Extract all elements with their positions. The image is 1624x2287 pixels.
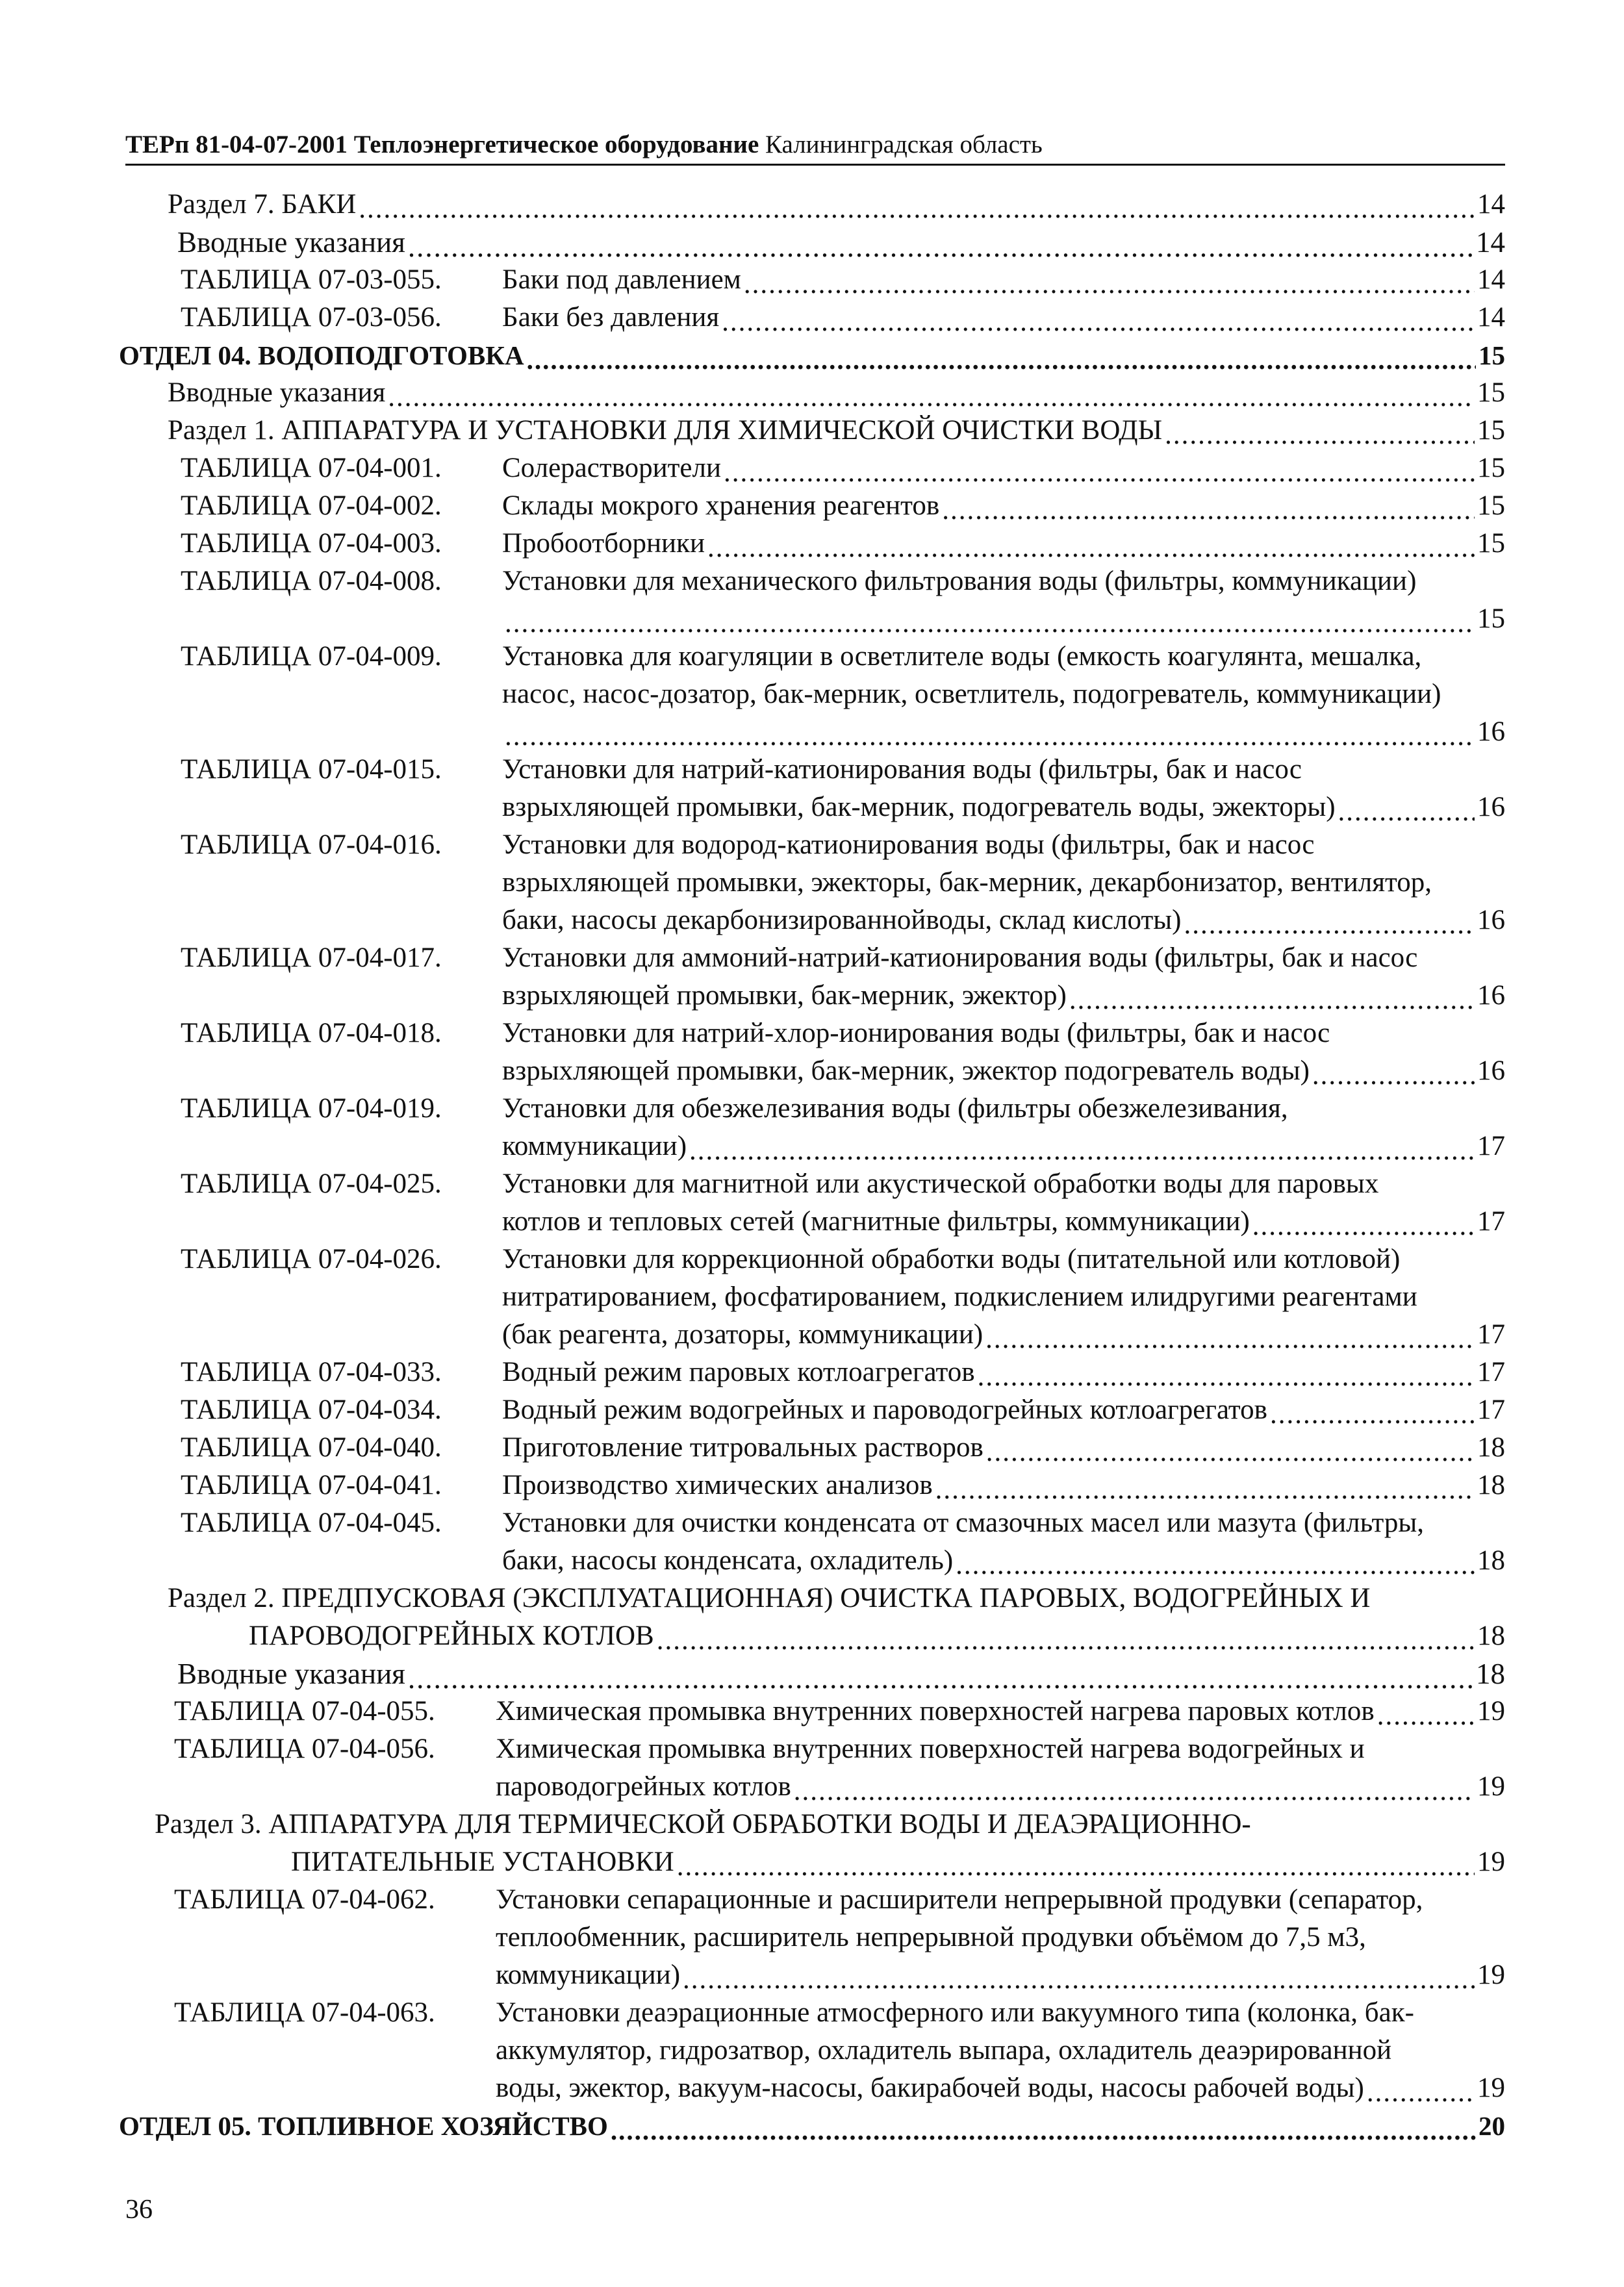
toc-page-number: 18: [1476, 1658, 1505, 1690]
dot-leader: [722, 299, 1475, 336]
toc-entry-title: Установки для механического фильтрования воды (фильтры, коммуникации): [502, 566, 1417, 596]
toc-entry[interactable]: [119, 449, 1505, 487]
toc-entry[interactable]: [119, 939, 1505, 1015]
toc-entry-title: теплообменник, расширитель непрерывной продувки объёмом до 7,5 м3,: [496, 1922, 1366, 1952]
toc-page-number: 18: [1477, 1470, 1505, 1500]
toc-entry-title: воды, эжектор, вакуум-насосы, бакирабочей воды, насосы рабочей воды): [496, 2073, 1364, 2103]
toc-entry-title: ОТДЕЛ 04. ВОДОПОДГОТОВКА: [119, 340, 524, 370]
toc-entry[interactable]: [119, 1730, 1505, 1806]
toc-entry-title: Раздел 1. АППАРАТУРА И УСТАНОВКИ ДЛЯ ХИМИЧЕСКОЙ ОЧИСТКИ ВОДЫ: [168, 415, 1163, 446]
toc-page-number: 16: [1477, 980, 1505, 1011]
toc-entry-title: взрыхляющей промывки, бак-мерник, эжектор): [502, 980, 1067, 1011]
dot-leader: [408, 1655, 1473, 1693]
toc-page-number: 15: [1477, 603, 1505, 634]
toc-table-code: ТАБЛИЦА 07-04-040.: [181, 1432, 442, 1463]
toc-entry[interactable]: [119, 751, 1505, 826]
toc-entry[interactable]: [119, 2107, 1505, 2145]
toc-entry[interactable]: [119, 374, 1505, 412]
toc-page-number: 16: [1477, 792, 1505, 822]
toc-entry-title: Приготовление титровальных растворов: [502, 1432, 983, 1463]
toc-entry[interactable]: [119, 826, 1505, 939]
toc-table-code: ТАБЛИЦА 07-04-041.: [181, 1470, 442, 1500]
toc-page-number: 18: [1477, 1621, 1505, 1651]
toc-table-code: ТАБЛИЦА 07-04-009.: [181, 641, 442, 672]
toc-entry-title: Баки под давлением: [502, 264, 741, 295]
toc-table-code: ТАБЛИЦА 07-03-055.: [181, 264, 442, 295]
toc-table-code: ТАБЛИЦА 07-04-019.: [181, 1093, 442, 1124]
toc-entry-title: взрыхляющей промывки, бак-мерник, эжектор подогреватель воды): [502, 1055, 1310, 1086]
toc-page-number: 17: [1477, 1319, 1505, 1350]
toc-page-number: 19: [1477, 1771, 1505, 1802]
toc-entry[interactable]: [119, 1429, 1505, 1467]
dot-leader: [956, 1542, 1475, 1580]
toc-table-code: ТАБЛИЦА 07-04-062.: [174, 1884, 435, 1915]
toc-entry-title: Установки для натрий-катионирования воды (фильтры, бак и насос: [502, 754, 1302, 785]
toc-entry-title: Производство химических анализов: [502, 1470, 933, 1500]
toc-entry[interactable]: [119, 1241, 1505, 1354]
toc-entry-title: ПИТАТЕЛЬНЫЕ УСТАНОВКИ: [291, 1847, 674, 1877]
toc-entry-title: Установка для коагуляции в осветлителе воды (емкость коагулянта, мешалка,: [502, 641, 1422, 672]
toc-entry-title: Раздел 7. БАКИ: [168, 189, 357, 220]
toc-table-code: ТАБЛИЦА 07-04-055.: [174, 1696, 435, 1726]
toc-entry-title: Установки для коррекционной обработки воды (питательной или котловой): [502, 1244, 1401, 1274]
toc-entry-title: Установки для очистки конденсата от смазочных масел или мазута (фильтры,: [502, 1508, 1424, 1538]
toc-entry[interactable]: [119, 1806, 1505, 1881]
dot-leader: [1338, 789, 1475, 826]
toc-entry-title: баки, насосы конденсата, охладитель): [502, 1545, 954, 1576]
toc-table-code: ТАБЛИЦА 07-04-033.: [181, 1357, 442, 1387]
toc-table-code: ТАБЛИЦА 07-04-045.: [181, 1508, 442, 1538]
dot-leader: [935, 1467, 1475, 1504]
toc-table-code: ТАБЛИЦА 07-03-056.: [181, 302, 442, 333]
toc-entry[interactable]: [119, 1090, 1505, 1165]
dot-leader: [986, 1429, 1475, 1467]
dot-leader: [527, 336, 1476, 374]
header-document-code: ТЕРп 81-04-07-2001 Теплоэнергетическое оборудование: [125, 131, 759, 158]
dot-leader: [942, 487, 1475, 525]
dot-leader: [505, 713, 1475, 751]
dot-leader: [978, 1354, 1475, 1391]
dot-leader: [1165, 412, 1475, 449]
header-region: Калининградская область: [759, 131, 1043, 158]
toc-entry-title: котлов и тепловых сетей (магнитные фильтры, коммуникации): [502, 1206, 1250, 1237]
toc-table-code: ТАБЛИЦА 07-04-016.: [181, 829, 442, 860]
toc-entry[interactable]: [119, 412, 1505, 449]
dot-leader: [985, 1316, 1475, 1354]
toc-entry-title: нитратированием, фосфатированием, подкислением илидругими реагентами: [502, 1282, 1417, 1312]
toc-table-code: ТАБЛИЦА 07-04-001.: [181, 453, 442, 483]
toc-entry-title: коммуникации): [502, 1131, 687, 1161]
toc-page-number: 16: [1477, 905, 1505, 935]
dot-leader: [689, 1128, 1475, 1165]
toc-table-code: ТАБЛИЦА 07-04-002.: [181, 490, 442, 521]
toc-entry-title: Установки для аммоний-натрий-катионирования воды (фильтры, бак и насос: [502, 942, 1418, 973]
toc-entry[interactable]: [119, 1165, 1505, 1241]
toc-page-number: 16: [1477, 716, 1505, 747]
dot-leader: [707, 525, 1475, 562]
toc-entry[interactable]: [119, 299, 1505, 336]
toc-entry-title: Пробоотборники: [502, 528, 705, 559]
toc-table-code: ТАБЛИЦА 07-04-015.: [181, 754, 442, 785]
toc-entry[interactable]: [119, 223, 1505, 261]
toc-entry-title: насос, насос-дозатор, бак-мерник, осветлитель, подогреватель, коммуникации): [502, 679, 1441, 709]
toc-entry-title: Баки без давления: [502, 302, 720, 333]
toc-entry[interactable]: [119, 1994, 1505, 2107]
toc-page-number: 18: [1477, 1432, 1505, 1463]
dot-leader: [794, 1768, 1475, 1806]
dot-leader: [657, 1617, 1475, 1655]
toc-page-number: 16: [1477, 1055, 1505, 1086]
toc-entry[interactable]: [119, 638, 1505, 751]
toc-entry-title: пароводогрейных котлов: [496, 1771, 791, 1802]
toc-page-number: 19: [1477, 2073, 1505, 2103]
dot-leader: [683, 1956, 1475, 1994]
toc-entry[interactable]: [119, 261, 1505, 299]
toc-table-code: ТАБЛИЦА 07-04-056.: [174, 1734, 435, 1764]
toc-page-number: 17: [1477, 1206, 1505, 1237]
toc-page-number: 19: [1477, 1696, 1505, 1726]
toc-entry-title: Вводные указания: [168, 377, 386, 408]
dot-leader: [1252, 1203, 1475, 1241]
toc-entry-title: аккумулятор, гидрозатвор, охладитель выпара, охладитель деаэрированной: [496, 2035, 1392, 2066]
toc-entry-title: баки, насосы декарбонизированнойводы, склад кислоты): [502, 905, 1182, 935]
toc-entry-title: Установки для водород-катионирования воды (фильтры, бак и насос: [502, 829, 1315, 860]
toc-entry[interactable]: [119, 487, 1505, 525]
toc-page-number: 15: [1477, 415, 1505, 446]
toc-page-number: 17: [1477, 1131, 1505, 1161]
toc-entry-title: Химическая промывка внутренних поверхностей нагрева водогрейных и: [496, 1734, 1365, 1764]
dot-leader: [724, 449, 1475, 487]
toc-entry-title: Установки сепарационные и расширители непрерывной продувки (сепаратор,: [496, 1884, 1423, 1915]
toc-page-number: 14: [1477, 189, 1505, 220]
toc-table-code: ТАБЛИЦА 07-04-008.: [181, 566, 442, 596]
toc-entry[interactable]: [119, 186, 1505, 223]
toc-entry-title: взрыхляющей промывки, бак-мерник, подогреватель воды, эжекторы): [502, 792, 1336, 822]
toc-page-number: 14: [1477, 264, 1505, 295]
toc-page-number: 14: [1477, 302, 1505, 333]
toc-entry[interactable]: [119, 1467, 1505, 1504]
toc-entry-title: Установки для магнитной или акустической обработки воды для паровых: [502, 1169, 1379, 1199]
toc-table-code: ТАБЛИЦА 07-04-025.: [181, 1169, 442, 1199]
toc-entry-title: Водный режим паровых котлоагрегатов: [502, 1357, 975, 1387]
toc-table-code: ТАБЛИЦА 07-04-003.: [181, 528, 442, 559]
dot-leader: [1367, 2069, 1475, 2107]
toc-page-number: 17: [1477, 1395, 1505, 1425]
dot-leader: [1377, 1693, 1475, 1730]
dot-leader: [1184, 902, 1475, 939]
toc-entry[interactable]: [119, 336, 1505, 374]
toc-table-code: ТАБЛИЦА 07-04-018.: [181, 1018, 442, 1048]
toc-entry-title: Вводные указания: [177, 1658, 405, 1690]
dot-leader: [1069, 977, 1475, 1015]
toc-page-number: 15: [1477, 490, 1505, 521]
dot-leader: [1312, 1052, 1475, 1090]
toc-entry[interactable]: [119, 1504, 1505, 1580]
page-number: 36: [125, 2195, 153, 2225]
toc-entry-title: взрыхляющей промывки, эжекторы, бак-мерник, декарбонизатор, вентилятор,: [502, 867, 1432, 898]
toc-page-number: 17: [1477, 1357, 1505, 1387]
toc-entry-title: Солерастворители: [502, 453, 721, 483]
dot-leader: [744, 261, 1475, 299]
toc-table-code: ТАБЛИЦА 07-04-026.: [181, 1244, 442, 1274]
toc-entry[interactable]: [119, 1015, 1505, 1090]
dot-leader: [359, 186, 1475, 223]
dot-leader: [1270, 1391, 1475, 1429]
toc-table-code: ТАБЛИЦА 07-04-034.: [181, 1395, 442, 1425]
toc-page-number: 15: [1478, 340, 1505, 370]
toc-entry[interactable]: [119, 1655, 1505, 1693]
toc-page-number: 15: [1477, 453, 1505, 483]
toc-page-number: 15: [1477, 528, 1505, 559]
toc-entry-title: ОТДЕЛ 05. ТОПЛИВНОЕ ХОЗЯЙСТВО: [119, 2111, 608, 2141]
toc-table-code: ТАБЛИЦА 07-04-063.: [174, 1997, 435, 2028]
toc-entry[interactable]: [119, 525, 1505, 562]
toc-entry[interactable]: [119, 1391, 1505, 1429]
dot-leader: [388, 374, 1475, 412]
dot-leader: [408, 223, 1473, 261]
toc-entry-title: (бак реагента, дозаторы, коммуникации): [502, 1319, 983, 1350]
toc-entry-title: Склады мокрого хранения реагентов: [502, 490, 940, 521]
table-of-contents: [119, 186, 1505, 2145]
toc-entry[interactable]: [119, 562, 1505, 638]
toc-entry[interactable]: [119, 1580, 1505, 1655]
toc-entry-title: Химическая промывка внутренних поверхностей нагрева паровых котлов: [496, 1696, 1375, 1726]
toc-entry-title: Установки для обезжелезивания воды (фильтры обезжелезивания,: [502, 1093, 1288, 1124]
toc-page-number: 19: [1477, 1847, 1505, 1877]
toc-entry[interactable]: [119, 1693, 1505, 1730]
toc-table-code: ТАБЛИЦА 07-04-017.: [181, 942, 442, 973]
toc-page-number: 19: [1477, 1960, 1505, 1990]
dot-leader: [611, 2107, 1476, 2145]
toc-entry[interactable]: [119, 1881, 1505, 1994]
toc-page-number: 20: [1478, 2111, 1505, 2141]
toc-entry-title: ПАРОВОДОГРЕЙНЫХ КОТЛОВ: [249, 1621, 654, 1651]
toc-page-number: 18: [1477, 1545, 1505, 1576]
running-header: [125, 129, 1505, 161]
toc-entry-title: Раздел 2. ПРЕДПУСКОВАЯ (ЭКСПЛУАТАЦИОННАЯ) ОЧИСТКА ПАРОВЫХ, ВОДОГРЕЙНЫХ И: [168, 1583, 1371, 1613]
dot-leader: [677, 1843, 1475, 1881]
toc-entry[interactable]: [119, 1354, 1505, 1391]
toc-entry-title: Водный режим водогрейных и пароводогрейных котлоагрегатов: [502, 1395, 1267, 1425]
toc-entry-title: коммуникации): [496, 1960, 681, 1990]
toc-entry-title: Вводные указания: [177, 226, 405, 259]
toc-entry-title: Раздел 3. АППАРАТУРА ДЛЯ ТЕРМИЧЕСКОЙ ОБРАБОТКИ ВОДЫ И ДЕАЭРАЦИОННО-: [155, 1809, 1251, 1839]
toc-entry-title: Установки деаэрационные атмосферного или вакуумного типа (колонка, бак-: [496, 1997, 1414, 2028]
header-divider: [125, 164, 1505, 166]
toc-page-number: 14: [1476, 226, 1505, 259]
toc-entry-title: Установки для натрий-хлор-ионирования воды (фильтры, бак и насос: [502, 1018, 1330, 1048]
toc-page-number: 15: [1477, 377, 1505, 408]
dot-leader: [505, 600, 1475, 638]
